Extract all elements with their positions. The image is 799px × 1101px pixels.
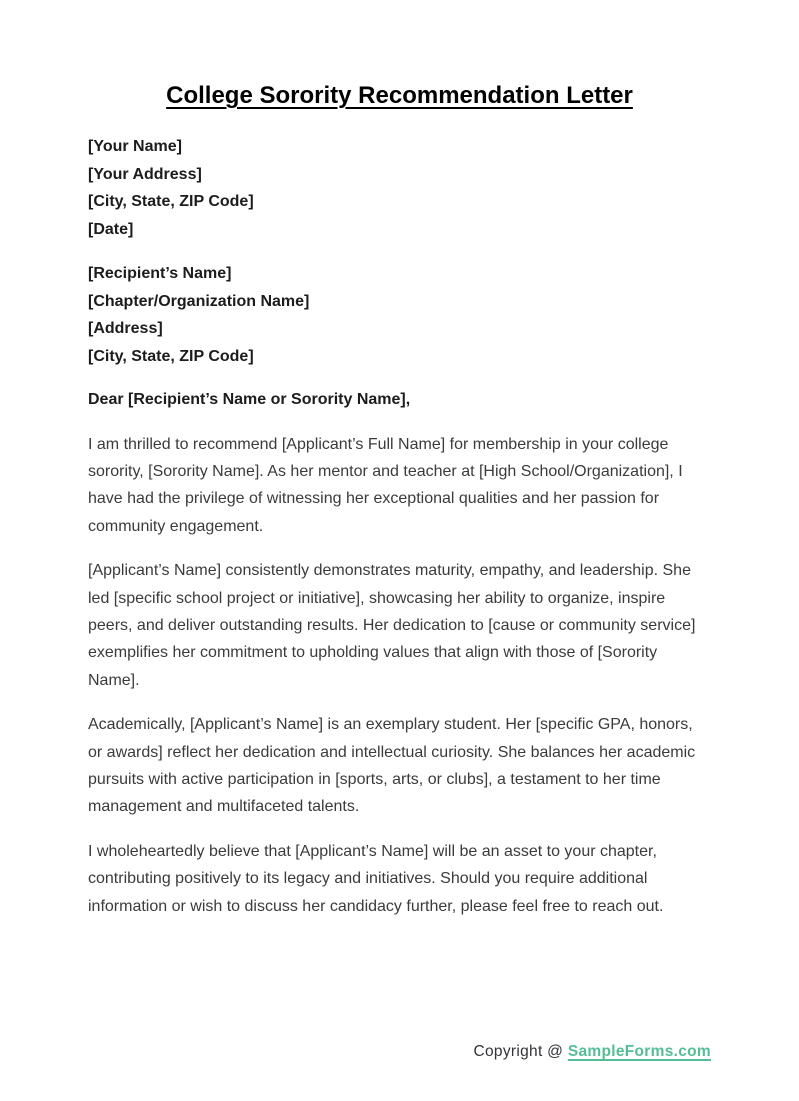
salutation-line: Dear [Recipient’s Name or Sorority Name],	[88, 391, 411, 408]
sender-address-line: [Your Address]	[88, 165, 202, 183]
recipient-city-line: [City, State, ZIP Code]	[88, 347, 254, 365]
recipient-address-block	[88, 260, 711, 370]
page-title: College Sorority Recommendation Letter	[166, 82, 633, 109]
recipient-address-line: [Address]	[88, 320, 163, 337]
sampleforms-link[interactable]: SampleForms.com	[567, 1043, 711, 1060]
recipient-name-line: [Recipient’s Name]	[88, 265, 232, 282]
copyright-text: Copyright @	[473, 1043, 568, 1060]
sender-city-line: [City, State, ZIP Code]	[88, 193, 254, 210]
recipient-organization-line: [Chapter/Organization Name]	[88, 292, 310, 310]
paragraph-introduction: I am thrilled to recommend [Applicant’s Full Name] for membership in your college sorority, [Sorority Name]. As her mentor and teacher at [High School/Organization], I have had the privilege of witnessing her exceptional qualities and her passion for community engagement.	[88, 435, 683, 535]
sender-date-line: [Date]	[88, 220, 134, 238]
sender-name-line: [Your Name]	[88, 138, 182, 155]
letter-page	[0, 82, 799, 1101]
paragraph-leadership: [Applicant’s Name] consistently demonstrates maturity, empathy, and leadership. She led [specific school project or initiative], showcasing her ability to organize, inspire peers, and deliver outstanding results. Her dedication to [cause or community service] exemplifies her commitment to upholding values that align with those of [Sorority Name].	[88, 562, 696, 689]
sender-address-block	[88, 133, 711, 243]
paragraph-closing: I wholeheartedly believe that [Applicant’s Name] will be an asset to your chapter, contributing positively to its legacy and initiatives. Should you require additional information or wish to discuss her candidacy further, please feel free to reach out.	[88, 842, 664, 915]
paragraph-academics: Academically, [Applicant’s Name] is an exemplary student. Her [specific GPA, honors, or awards] reflect her dedication and intellectual curiosity. She balances her academic pursuits with active participation in [sports, arts, or clubs], a testament to her time management and multifaceted talents.	[88, 716, 696, 816]
page-footer	[474, 1040, 711, 1064]
